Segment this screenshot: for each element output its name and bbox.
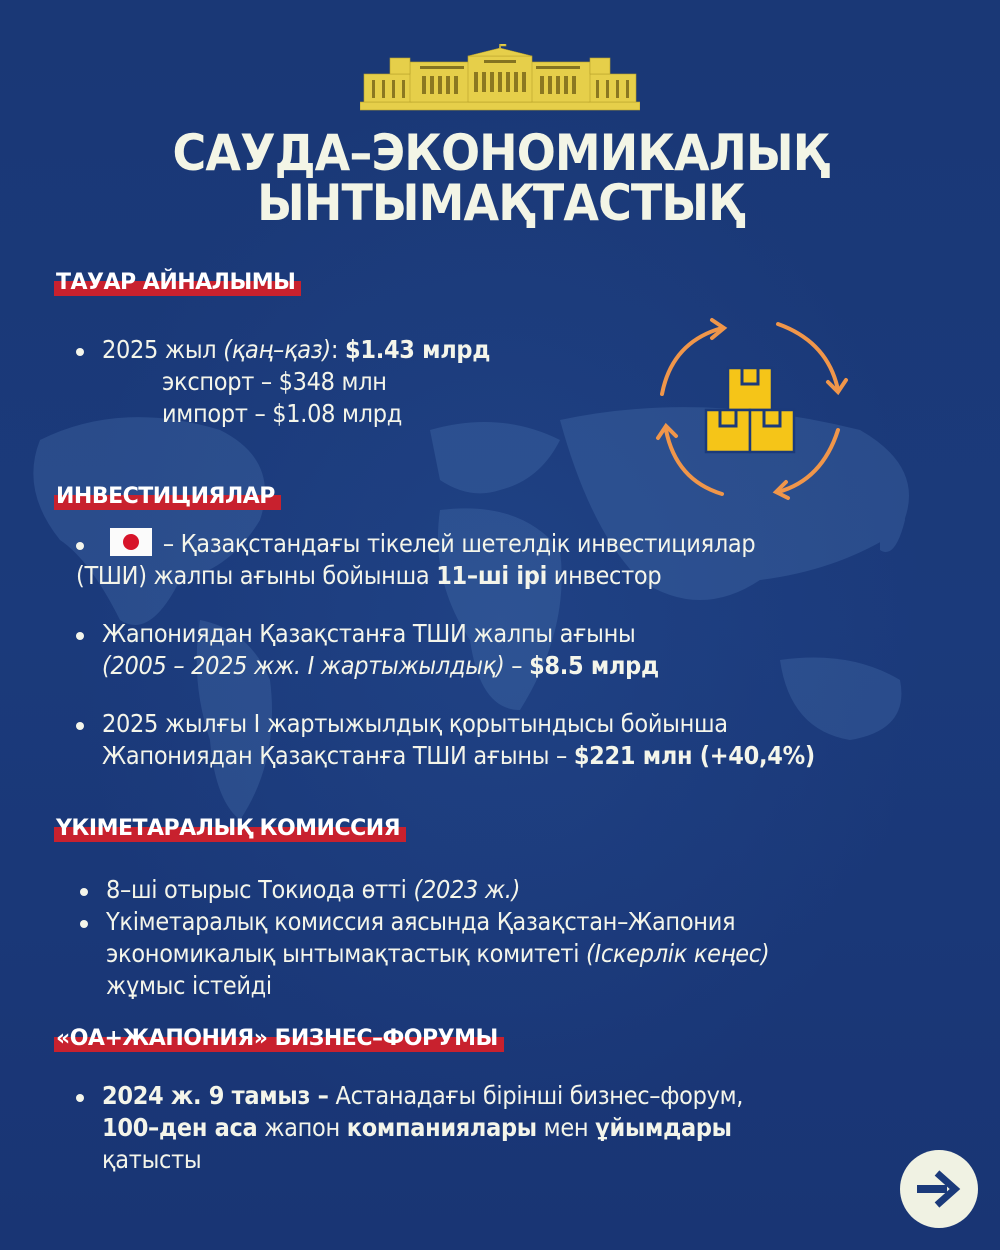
fdi-total: $8.5 млрд — [529, 651, 659, 680]
year-text: (2023 ж.) — [413, 875, 521, 904]
companies-label: компаниялары — [346, 1113, 537, 1142]
colon: : — [330, 335, 345, 364]
investor-rank: 11–ші ірі — [436, 561, 547, 590]
investments-content — [76, 528, 976, 772]
next-button[interactable] — [900, 1150, 978, 1228]
item-text: Жапониядан Қазақстанға ТШИ ағыны – — [102, 741, 574, 770]
list-item — [80, 874, 960, 906]
list-item — [76, 334, 490, 366]
trade-content — [76, 334, 490, 430]
item-text: 8–ші отырыс Токиода өтті — [106, 875, 414, 904]
trade-export: экспорт – $348 млн — [162, 367, 387, 396]
item-text: Үкіметаралық комиссия аясында Қазақстан–Жапония — [106, 907, 736, 936]
item-text: жапон — [257, 1113, 347, 1142]
commission-content — [80, 874, 960, 1002]
fdi-2025-value: $221 млн (+40,4%) — [573, 741, 815, 770]
arrow-right-icon — [915, 1169, 963, 1209]
item-text: 2025 жылғы I жартыжылдық қорытындысы бойынша — [102, 709, 728, 738]
section-heading-investments: ИНВЕСТИЦИЯЛАР — [54, 484, 281, 510]
item-text: (ТШИ) жалпы ағыны бойынша — [76, 561, 437, 590]
organizations-label: ұйымдары — [595, 1113, 732, 1142]
list-item — [80, 906, 960, 1002]
government-building-icon — [360, 44, 640, 112]
section-heading-commission: ҮКІМЕТАРАЛЫҚ КОМИССИЯ — [54, 816, 406, 842]
item-text: Жапониядан Қазақстанға ТШИ жалпы ағыны — [102, 619, 636, 648]
period-text: (2005 – 2025 жж. I жартыжылдық) — [102, 651, 505, 680]
list-item — [76, 528, 976, 592]
forum-content — [76, 1080, 896, 1176]
dash: – — [504, 651, 530, 680]
council-text: (Іскерлік кеңес) — [586, 939, 770, 968]
trade-year: 2025 жыл — [102, 335, 224, 364]
companies-count: 100–ден аса — [102, 1113, 258, 1142]
item-text: мен — [536, 1113, 596, 1142]
title-line-2: ЫНТЫМАҚТАСТЫҚ — [257, 174, 743, 232]
trade-period: (қаң–қаз) — [223, 335, 331, 364]
title-line-1: САУДА–ЭКОНОМИКАЛЫҚ — [172, 124, 828, 182]
section-heading-forum: «ОА+ЖАПОНИЯ» БИЗНЕС–ФОРУМЫ — [54, 1026, 504, 1052]
trade-import: импорт – $1.08 млрд — [162, 399, 402, 428]
item-text: – Қазақстандағы тікелей шетелдік инвестициялар — [162, 529, 756, 558]
item-text: жұмыс істейді — [106, 971, 272, 1000]
list-item — [76, 618, 976, 682]
list-item — [76, 1080, 896, 1176]
item-text: қатысты — [102, 1145, 202, 1174]
list-item — [76, 708, 976, 772]
boxes-cycle-icon — [650, 312, 850, 502]
trade-total: $1.43 млрд — [345, 335, 491, 364]
item-text: Астанадағы бірінші бизнес–форум, — [328, 1081, 744, 1110]
forum-date: 2024 ж. 9 тамыз – — [102, 1081, 329, 1110]
item-text: инвестор — [546, 561, 662, 590]
japan-flag-icon — [110, 528, 152, 556]
item-text: экономикалық ынтымақтастық комитеті — [106, 939, 587, 968]
section-heading-trade: ТАУАР АЙНАЛЫМЫ — [54, 270, 301, 296]
page-title — [40, 124, 960, 232]
